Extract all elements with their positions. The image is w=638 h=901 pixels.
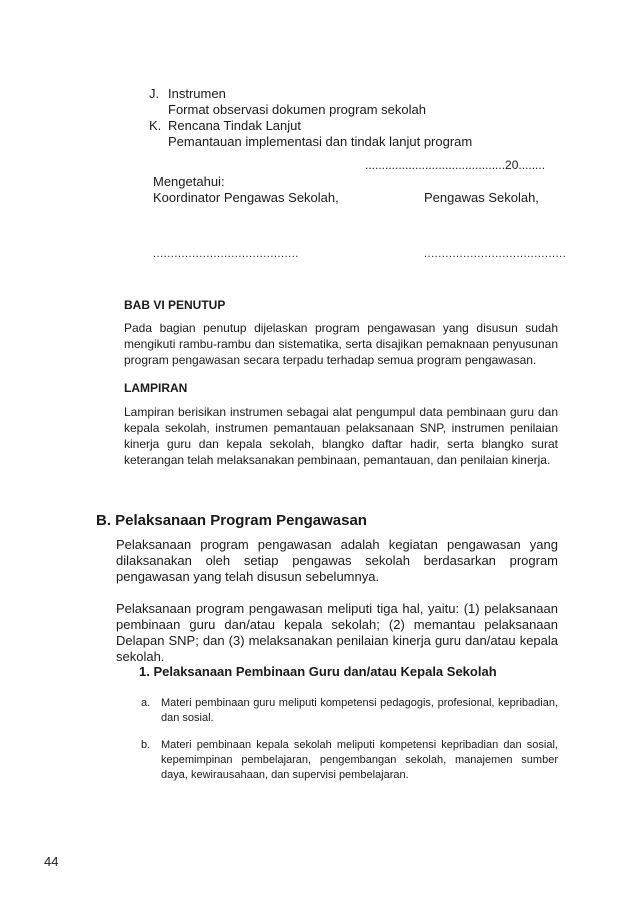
- bab-vi-heading: BAB VI PENUTUP: [124, 298, 226, 312]
- page-number: 44: [44, 854, 59, 869]
- item-letter: a.: [141, 697, 151, 709]
- item-letter: J.: [149, 86, 160, 101]
- supervisor-signature-line: ........................................: [424, 248, 567, 260]
- bab-vi-paragraph: Pada bagian penutup dijelaskan program pengawasan yang disusun sudah mengikuti rambu-rambu dan sistematika, serta disajikan pemaknaan penyusunan program pengawasan secara terpadu terhadap semua program pengawasan.: [124, 321, 558, 367]
- item-desc: Pemantauan implementasi dan tindak lanjut program: [168, 134, 473, 149]
- lampiran-heading: LAMPIRAN: [124, 381, 188, 395]
- section-b-paragraph-1: Pelaksanaan program pengawasan adalah kegiatan pengawasan yang dilaksanakan oleh setiap pengawas sekolah berdasarkan program pengawasan yang telah disusun sebelumnya.: [116, 537, 558, 584]
- date-line: ..........................................20........: [365, 158, 546, 172]
- section-b-heading: B. Pelaksanaan Program Pengawasan: [96, 512, 367, 529]
- coordinator-title: Koordinator Pengawas Sekolah,: [153, 190, 339, 205]
- item-text: Materi pembinaan guru meliputi kompetensi pedagogis, profesional, kepribadian, dan sosial.: [161, 697, 558, 724]
- subsection-1-heading: 1. Pelaksanaan Pembinaan Guru dan/atau Kepala Sekolah: [139, 664, 497, 679]
- supervisor-title: Pengawas Sekolah,: [424, 190, 539, 205]
- lampiran-paragraph: Lampiran berisikan instrumen sebagai alat pengumpul data pembinaan guru dan kepala sekolah, instrumen pemantauan pelaksanaan SNP, instrumen penilaian kinerja guru dan kepala sekolah, blangko daftar hadir, serta blangko surat keterangan telah melaksanakan pembinaan, pemantauan, dan penilaian kinerja.: [124, 405, 558, 467]
- item-letter: b.: [141, 739, 151, 751]
- item-text: Materi pembinaan kepala sekolah meliputi kompetensi kepribadian dan sosial, kepemimpinan pembelajaran, pengembangan sekolah, manajemen sumber daya, kewirausahaan, dan supervisi pembelajaran.: [161, 739, 558, 781]
- mengetahui-label: Mengetahui:: [153, 174, 225, 189]
- section-b-paragraph-2: Pelaksanaan program pengawasan meliputi tiga hal, yaitu: (1) pelaksanaan pembinaan guru dan/atau kepala sekolah; (2) memantau pelaksanaan Delapan SNP; dan (3) melaksanakan penilaian kinerja guru dan/atau kepala sekolah.: [116, 601, 558, 664]
- item-title: Rencana Tindak Lanjut: [168, 118, 301, 133]
- coordinator-signature-line: .........................................: [153, 248, 299, 260]
- item-letter: K.: [149, 118, 162, 133]
- item-desc: Format observasi dokumen program sekolah: [168, 102, 426, 117]
- item-title: Instrumen: [168, 86, 226, 101]
